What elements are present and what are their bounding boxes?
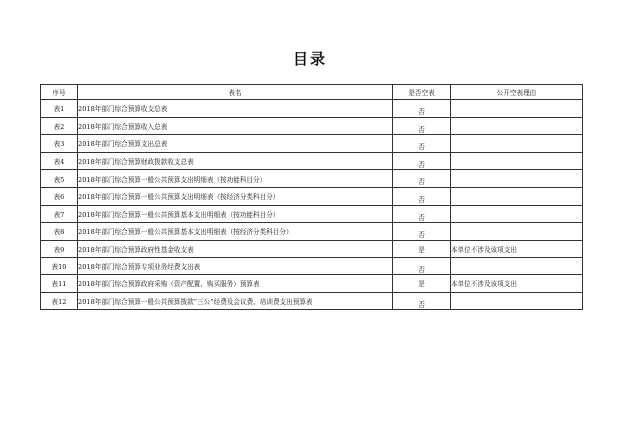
row-is-empty: 否 [393, 205, 451, 223]
row-table-name: 2018年部门综合预算收支总表 [78, 100, 393, 118]
row-reason [451, 152, 583, 170]
row-is-empty: 否 [393, 187, 451, 205]
row-table-name: 2018年部门综合预算收入总表 [78, 117, 393, 135]
header-no: 序号 [41, 85, 78, 100]
row-table-name: 2018年部门综合预算一般公共预算基本支出明细表（按经济分类科目分） [78, 223, 393, 241]
row-table-name: 2018年部门综合预算支出总表 [78, 135, 393, 153]
table-row [41, 223, 583, 241]
table-row [41, 170, 583, 188]
row-reason [451, 292, 583, 310]
row-is-empty: 否 [393, 223, 451, 241]
toc-table [40, 84, 583, 310]
row-is-empty: 是 [393, 240, 451, 257]
table-row [41, 205, 583, 223]
row-reason [451, 135, 583, 153]
row-reason: 本单位不涉及该项支出 [451, 275, 583, 292]
table-row [41, 100, 583, 118]
table-row [41, 292, 583, 310]
row-number: 表9 [41, 240, 78, 257]
row-is-empty: 否 [393, 257, 451, 275]
table-row [41, 187, 583, 205]
table-body [41, 100, 583, 310]
row-number: 表5 [41, 170, 78, 188]
row-is-empty: 否 [393, 100, 451, 118]
row-is-empty: 否 [393, 170, 451, 188]
header-reason: 公开空表理由 [451, 85, 583, 100]
row-number: 表11 [41, 275, 78, 292]
row-number: 表12 [41, 292, 78, 310]
row-is-empty: 是 [393, 275, 451, 292]
row-is-empty: 否 [393, 152, 451, 170]
row-number: 表7 [41, 205, 78, 223]
row-table-name: 2018年部门综合预算政府性基金收支表 [78, 240, 393, 257]
page-title: 目录 [292, 50, 327, 68]
row-reason [451, 223, 583, 241]
row-table-name: 2018年部门综合预算专项业务经费支出表 [78, 257, 393, 275]
row-number: 表8 [41, 223, 78, 241]
row-table-name: 2018年部门综合预算政府采购（资产配置、购买服务）预算表 [78, 275, 393, 292]
row-table-name: 2018年部门综合预算一般公共预算拨款“三公”经费及会议费、培训费支出预算表 [78, 292, 393, 310]
row-reason [451, 187, 583, 205]
header-name: 表名 [78, 85, 393, 100]
row-table-name: 2018年部门综合预算一般公共预算支出明细表（按功能科目分） [78, 170, 393, 188]
row-reason [451, 205, 583, 223]
header-is-empty: 是否空表 [393, 85, 451, 100]
row-number: 表4 [41, 152, 78, 170]
row-number: 表2 [41, 117, 78, 135]
table-row [41, 275, 583, 292]
row-number: 表6 [41, 187, 78, 205]
row-table-name: 2018年部门综合预算财政拨款收支总表 [78, 152, 393, 170]
row-reason [451, 117, 583, 135]
row-is-empty: 否 [393, 117, 451, 135]
row-number: 表3 [41, 135, 78, 153]
table-row [41, 117, 583, 135]
table-header-row [41, 85, 583, 100]
table-row [41, 135, 583, 153]
row-reason: 本单位不涉及该项支出 [451, 240, 583, 257]
table-row [41, 257, 583, 275]
row-reason [451, 100, 583, 118]
table-row [41, 152, 583, 170]
row-table-name: 2018年部门综合预算一般公共预算支出明细表（按经济分类科目分） [78, 187, 393, 205]
row-number: 表10 [41, 257, 78, 275]
row-table-name: 2018年部门综合预算一般公共预算基本支出明细表（按功能科目分） [78, 205, 393, 223]
row-is-empty: 否 [393, 135, 451, 153]
row-reason [451, 257, 583, 275]
table-row [41, 240, 583, 257]
row-reason [451, 170, 583, 188]
row-number: 表1 [41, 100, 78, 118]
row-is-empty: 否 [393, 292, 451, 310]
